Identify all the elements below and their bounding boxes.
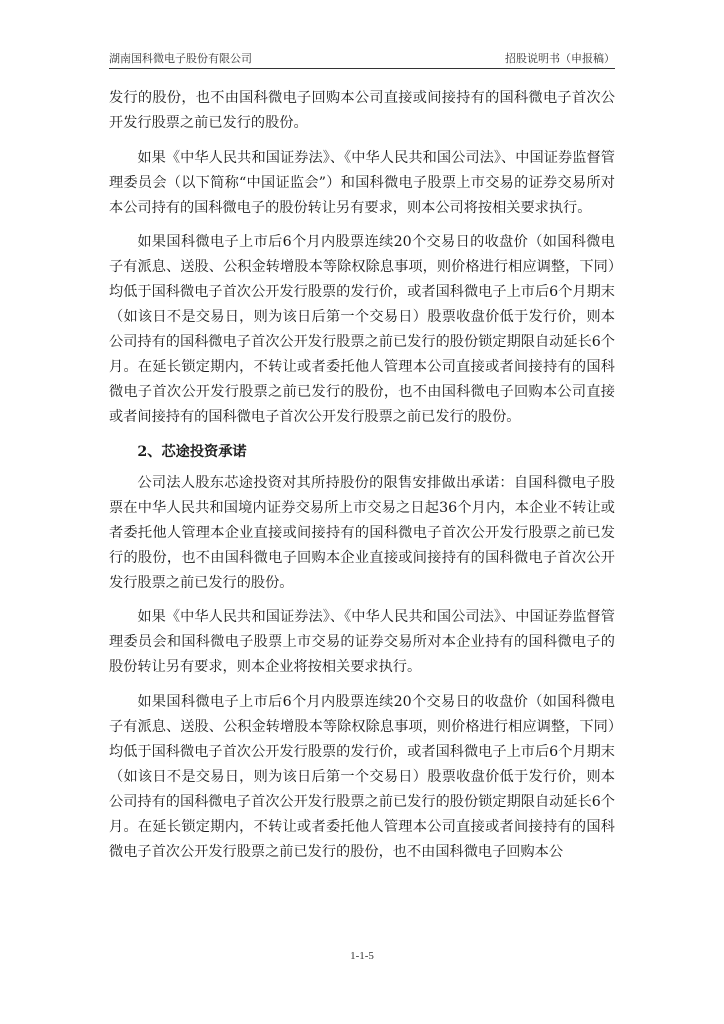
header-divider [109,68,615,69]
body-paragraph: 如果国科微电子上市后6个月内股票连续20个交易日的收盘价（如国科微电子有派息、送股、公积金转增股本等除权除息事项，则价格进行相应调整，下同）均低于国科微电子首次公开发行股票的发行价，或者国科微电子上市后6个月期末（如该日不是交易日，则为该日后第一个交易日）股票收盘价低于发行价，则本公司持有的国科微电子首次公开发行股票之前已发行的股份锁定期限自动延长6个月。在延长锁定期内，不转让或者委托他人管理本公司直接或者间接持有的国科微电子首次公开发行股票之前已发行的股份，也不由国科微电子回购本公司直接或者间接持有的国科微电子首次公开发行股票之前已发行的股份。 [109,234,615,425]
body-paragraph: 发行的股份，也不由国科微电子回购本公司直接或间接持有的国科微电子首次公开发行股票之前已发行的股份。 [109,90,615,131]
document-body [109,86,615,874]
section-heading: 2、芯途投资承诺 [137,443,247,460]
body-paragraph: 如果国科微电子上市后6个月内股票连续20个交易日的收盘价（如国科微电子有派息、送股、公积金转增股本等除权除息事项，则价格进行相应调整，下同）均低于国科微电子首次公开发行股票的发行价，或者国科微电子上市后6个月期末（如该日不是交易日，则为该日后第一个交易日）股票收盘价低于发行价，则本公司持有的国科微电子首次公开发行股票之前已发行的股份锁定期限自动延长6个月。在延长锁定期内，不转让或者委托他人管理本公司直接或者间接持有的国科微电子首次公开发行股票之前已发行的股份，也不由国科微电子回购本公 [109,693,615,860]
body-paragraph: 如果《中华人民共和国证券法》、《中华人民共和国公司法》、中国证券监督管理委员会和国科微电子股票上市交易的证券交易所对本企业持有的国科微电子的股份转让另有要求，则本企业将按相关要求执行。 [109,609,615,675]
body-paragraph: 如果《中华人民共和国证券法》、《中华人民共和国公司法》、中国证券监督管理委员会（以下简称“中国证监会”）和国科微电子股票上市交易的证券交易所对本公司持有的国科微电子的股份转让另有要求，则本公司将按相关要求执行。 [109,149,615,216]
header-document-title: 招股说明书（申报稿） [505,52,615,65]
page-number: 1-1-5 [350,950,374,962]
page-header [109,50,615,66]
body-paragraph: 公司法人股东芯途投资对其所持股份的限售安排做出承诺：自国科微电子股票在中华人民共和国境内证券交易所上市交易之日起36个月内，本企业不转让或者委托他人管理本企业直接或间接持有的国科微电子首次公开发行股票之前已发行的股份，也不由国科微电子回购本企业直接或间接持有的国科微电子首次公开发行股票之前已发行的股份。 [109,474,615,591]
header-company-name: 湖南国科微电子股份有限公司 [109,52,252,65]
